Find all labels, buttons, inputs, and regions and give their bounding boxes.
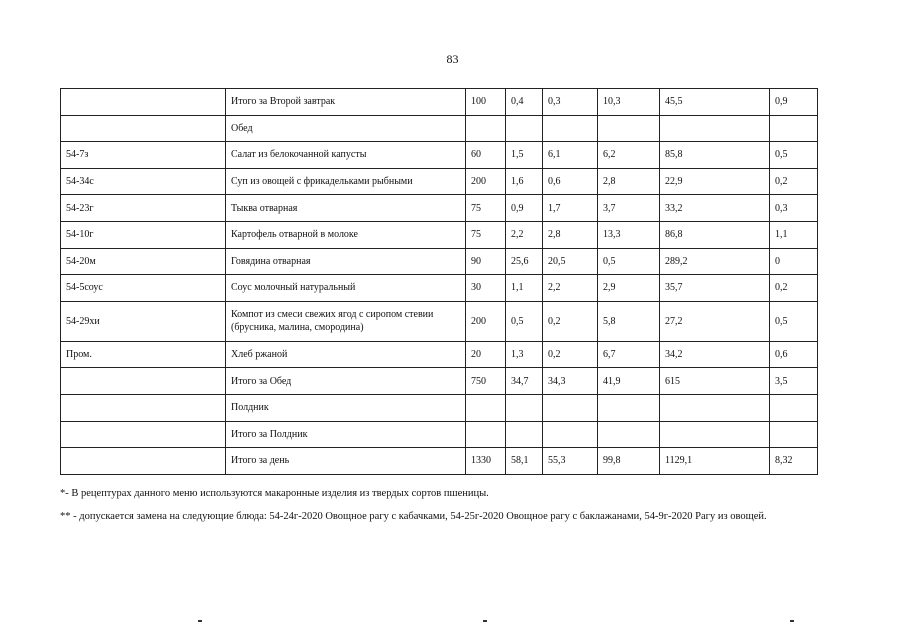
cell-dish-name: Суп из овощей с фрикадельками рыбными xyxy=(226,168,466,195)
cell-energy: 45,5 xyxy=(660,89,770,116)
cell-fat xyxy=(543,394,598,421)
cell-vitamin-c: 0,2 xyxy=(770,275,818,302)
cell-carbs: 99,8 xyxy=(598,448,660,475)
cell-fat: 2,2 xyxy=(543,275,598,302)
cell-vitamin-c: 0,3 xyxy=(770,195,818,222)
cell-weight: 90 xyxy=(466,248,506,275)
cell-recipe-code: 54-20м xyxy=(61,248,226,275)
cell-weight xyxy=(466,115,506,142)
cell-energy: 1129,1 xyxy=(660,448,770,475)
cell-dish-name: Салат из белокочанной капусты xyxy=(226,142,466,169)
cell-dish-name: Тыква отварная xyxy=(226,195,466,222)
cell-recipe-code xyxy=(61,448,226,475)
cell-carbs: 41,9 xyxy=(598,368,660,395)
cell-weight: 75 xyxy=(466,195,506,222)
cell-vitamin-c: 3,5 xyxy=(770,368,818,395)
cell-recipe-code: 54-5соус xyxy=(61,275,226,302)
table-row xyxy=(61,115,818,142)
cell-weight: 75 xyxy=(466,221,506,248)
cell-protein: 58,1 xyxy=(506,448,543,475)
cell-energy: 86,8 xyxy=(660,221,770,248)
scan-mark xyxy=(790,620,794,622)
cell-energy: 22,9 xyxy=(660,168,770,195)
cell-energy: 615 xyxy=(660,368,770,395)
cell-vitamin-c: 0,5 xyxy=(770,301,818,341)
table-row xyxy=(61,142,818,169)
cell-recipe-code: 54-7з xyxy=(61,142,226,169)
cell-dish-name: Хлеб ржаной xyxy=(226,341,466,368)
cell-protein: 0,9 xyxy=(506,195,543,222)
cell-protein: 25,6 xyxy=(506,248,543,275)
cell-recipe-code xyxy=(61,115,226,142)
cell-energy: 289,2 xyxy=(660,248,770,275)
cell-vitamin-c: 0,5 xyxy=(770,142,818,169)
cell-carbs: 5,8 xyxy=(598,301,660,341)
cell-weight: 750 xyxy=(466,368,506,395)
scan-mark xyxy=(483,620,487,622)
cell-fat: 0,3 xyxy=(543,89,598,116)
table-row xyxy=(61,301,818,341)
cell-energy: 85,8 xyxy=(660,142,770,169)
cell-carbs: 2,9 xyxy=(598,275,660,302)
cell-dish-name: Итого за Второй завтрак xyxy=(226,89,466,116)
cell-carbs xyxy=(598,421,660,448)
cell-vitamin-c xyxy=(770,394,818,421)
cell-dish-name: Обед xyxy=(226,115,466,142)
cell-dish-name: Соус молочный натуральный xyxy=(226,275,466,302)
table-row xyxy=(61,89,818,116)
cell-carbs: 13,3 xyxy=(598,221,660,248)
page-number: 83 xyxy=(446,52,459,66)
cell-weight: 60 xyxy=(466,142,506,169)
cell-vitamin-c: 8,32 xyxy=(770,448,818,475)
cell-protein xyxy=(506,394,543,421)
cell-weight: 200 xyxy=(466,168,506,195)
cell-weight xyxy=(466,421,506,448)
table-row xyxy=(61,195,818,222)
cell-fat: 0,2 xyxy=(543,301,598,341)
nutrition-table xyxy=(60,88,818,475)
cell-energy: 35,7 xyxy=(660,275,770,302)
table-row xyxy=(61,368,818,395)
cell-protein: 1,3 xyxy=(506,341,543,368)
cell-fat: 6,1 xyxy=(543,142,598,169)
cell-dish-name: Картофель отварной в молоке xyxy=(226,221,466,248)
cell-protein: 0,5 xyxy=(506,301,543,341)
cell-energy: 27,2 xyxy=(660,301,770,341)
cell-protein: 2,2 xyxy=(506,221,543,248)
cell-fat xyxy=(543,421,598,448)
cell-weight xyxy=(466,394,506,421)
cell-recipe-code: 54-10г xyxy=(61,221,226,248)
cell-carbs xyxy=(598,394,660,421)
cell-fat: 0,6 xyxy=(543,168,598,195)
cell-recipe-code xyxy=(61,421,226,448)
cell-fat: 0,2 xyxy=(543,341,598,368)
cell-recipe-code: 54-34с xyxy=(61,168,226,195)
cell-recipe-code: 54-23г xyxy=(61,195,226,222)
cell-fat xyxy=(543,115,598,142)
scan-mark xyxy=(198,620,202,622)
cell-protein: 1,1 xyxy=(506,275,543,302)
cell-protein: 34,7 xyxy=(506,368,543,395)
table-row xyxy=(61,168,818,195)
cell-fat: 55,3 xyxy=(543,448,598,475)
cell-dish-name: Итого за Полдник xyxy=(226,421,466,448)
footnote-substitutions: ** - допускается замена на следующие блюда: 54-24г-2020 Овощное рагу с кабачками, 54-25г-2020 Овощное рагу с баклажанами, 54-9г-2020 Рагу из овощей. xyxy=(60,511,767,522)
cell-energy xyxy=(660,115,770,142)
cell-protein: 0,4 xyxy=(506,89,543,116)
cell-recipe-code xyxy=(61,394,226,421)
cell-energy xyxy=(660,421,770,448)
cell-protein: 1,5 xyxy=(506,142,543,169)
cell-vitamin-c: 0,6 xyxy=(770,341,818,368)
table-row xyxy=(61,448,818,475)
cell-vitamin-c: 0 xyxy=(770,248,818,275)
cell-energy: 34,2 xyxy=(660,341,770,368)
cell-vitamin-c xyxy=(770,115,818,142)
cell-energy xyxy=(660,394,770,421)
table-row xyxy=(61,221,818,248)
cell-recipe-code: 54-29хи xyxy=(61,301,226,341)
cell-fat: 20,5 xyxy=(543,248,598,275)
cell-recipe-code: Пром. xyxy=(61,341,226,368)
cell-vitamin-c: 0,9 xyxy=(770,89,818,116)
cell-carbs: 10,3 xyxy=(598,89,660,116)
cell-dish-name: Компот из смеси свежих ягод с сиропом стевии (брусника, малина, смородина) xyxy=(226,301,466,341)
table-row xyxy=(61,421,818,448)
cell-fat: 34,3 xyxy=(543,368,598,395)
cell-carbs: 6,2 xyxy=(598,142,660,169)
cell-weight: 1330 xyxy=(466,448,506,475)
cell-vitamin-c: 1,1 xyxy=(770,221,818,248)
cell-carbs: 6,7 xyxy=(598,341,660,368)
cell-carbs: 0,5 xyxy=(598,248,660,275)
cell-weight: 20 xyxy=(466,341,506,368)
cell-protein xyxy=(506,421,543,448)
cell-carbs xyxy=(598,115,660,142)
table-row xyxy=(61,275,818,302)
cell-energy: 33,2 xyxy=(660,195,770,222)
cell-vitamin-c xyxy=(770,421,818,448)
table-row xyxy=(61,248,818,275)
cell-vitamin-c: 0,2 xyxy=(770,168,818,195)
cell-weight: 100 xyxy=(466,89,506,116)
cell-dish-name: Говядина отварная xyxy=(226,248,466,275)
cell-weight: 200 xyxy=(466,301,506,341)
cell-dish-name: Полдник xyxy=(226,394,466,421)
cell-carbs: 2,8 xyxy=(598,168,660,195)
cell-carbs: 3,7 xyxy=(598,195,660,222)
cell-dish-name: Итого за Обед xyxy=(226,368,466,395)
cell-recipe-code xyxy=(61,89,226,116)
cell-fat: 1,7 xyxy=(543,195,598,222)
footnote-pasta: *- В рецептурах данного меню используются макаронные изделия из твердых сортов пшеницы. xyxy=(60,488,489,499)
cell-weight: 30 xyxy=(466,275,506,302)
cell-protein: 1,6 xyxy=(506,168,543,195)
cell-protein xyxy=(506,115,543,142)
cell-fat: 2,8 xyxy=(543,221,598,248)
cell-dish-name: Итого за день xyxy=(226,448,466,475)
table-row xyxy=(61,394,818,421)
table-row xyxy=(61,341,818,368)
cell-recipe-code xyxy=(61,368,226,395)
